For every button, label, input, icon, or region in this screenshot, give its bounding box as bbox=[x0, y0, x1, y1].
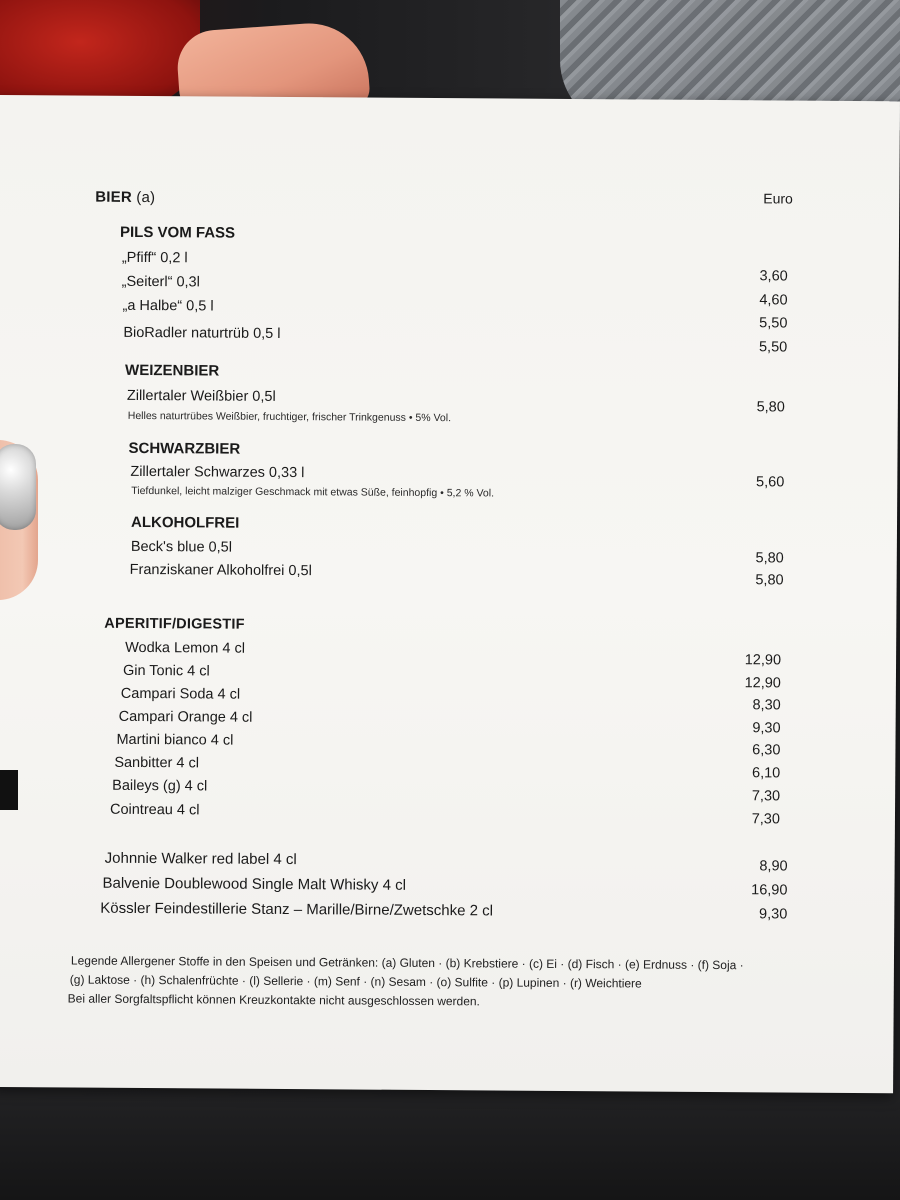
menu-item-price: 12,90 bbox=[744, 675, 781, 692]
menu-item-price: 5,50 bbox=[758, 339, 788, 356]
menu-item-name: Zillertaler Schwarzes 0,33 l bbox=[130, 463, 305, 482]
menu-item-price: 6,30 bbox=[752, 742, 781, 759]
menu-item-name: Campari Soda 4 cl bbox=[120, 685, 241, 703]
menu-item-price: 16,90 bbox=[751, 882, 788, 899]
menu-item-name: Cointreau 4 cl bbox=[109, 801, 200, 819]
menu-item-price: 7,30 bbox=[751, 788, 781, 805]
menu-item-name: Johnnie Walker red label 4 cl bbox=[104, 849, 297, 869]
menu-item-price: 5,80 bbox=[756, 399, 785, 416]
menu-item-price: 8,90 bbox=[759, 858, 788, 875]
menu-item-name: BioRadler naturtrüb 0,5 l bbox=[123, 324, 281, 342]
menu-item-name: Martini bianco 4 cl bbox=[116, 731, 234, 749]
menu-item-price: 9,30 bbox=[752, 720, 781, 737]
menu-item-description: Tiefdunkel, leicht malziger Geschmack mit etwas Süße, feinhopfig • 5,2 % Vol. bbox=[131, 484, 495, 500]
table-surface bbox=[0, 1080, 900, 1200]
subsection-title-alkoholfrei: ALKOHOLFREI bbox=[130, 513, 240, 532]
currency-label: Euro bbox=[763, 190, 793, 207]
subsection-title-schwarzbier: SCHWARZBIER bbox=[128, 439, 241, 458]
menu-item-price: 8,30 bbox=[752, 697, 781, 714]
allergen-code: (a) bbox=[136, 188, 156, 207]
menu-item-description: Helles naturtrübes Weißbier, fruchtiger, frischer Trinkgenuss • 5% Vol. bbox=[127, 409, 452, 425]
allergen-legend-line: Legende Allergener Stoffe in den Speisen und Getränken: (a) Gluten · (b) Krebstiere · (c) Ei · (d) Fisch · (e) Erdnuss · (f) Soja · bbox=[70, 953, 744, 973]
menu-page bbox=[0, 95, 900, 1093]
menu-item-name: „a Halbe“ 0,5 l bbox=[122, 297, 214, 315]
subsection-title-pils: PILS VOM FASS bbox=[119, 223, 236, 242]
menu-item-name: Franziskaner Alkoholfrei 0,5l bbox=[129, 561, 312, 580]
menu-item-price: 5,60 bbox=[756, 474, 785, 491]
section-title-aperitif: APERITIF/DIGESTIF bbox=[104, 615, 245, 633]
allergen-disclaimer: Bei aller Sorgfaltspflicht können Kreuzkontakte nicht ausgeschlossen werden. bbox=[67, 991, 480, 1009]
menu-item-price: 7,30 bbox=[751, 811, 781, 828]
allergen-legend-line: (g) Laktose · (h) Schalenfrüchte · (l) Sellerie · (m) Senf · (n) Sesam · (o) Sulfite · (p) Lupinen · (r) Weichtiere bbox=[69, 972, 642, 991]
menu-item-price: 3,60 bbox=[759, 268, 788, 285]
menu-item-name: Kössler Feindestillerie Stanz – Marille/Birne/Zwetschke 2 cl bbox=[100, 899, 494, 920]
section-title-bier: BIER (a) bbox=[95, 188, 156, 207]
menu-item-name: Balvenie Doublewood Single Malt Whisky 4 cl bbox=[102, 874, 407, 894]
glitter-fingernail bbox=[0, 444, 36, 530]
menu-item-name: Zillertaler Weißbier 0,5l bbox=[126, 387, 276, 405]
menu-item-name: Gin Tonic 4 cl bbox=[122, 662, 210, 680]
menu-item-price: 4,60 bbox=[759, 292, 788, 309]
menu-item-name: Baileys (g) 4 cl bbox=[112, 777, 208, 795]
menu-item-price: 6,10 bbox=[751, 765, 781, 782]
dark-object-edge bbox=[0, 770, 18, 810]
menu-item-name: Campari Orange 4 cl bbox=[118, 708, 253, 726]
menu-item-name: „Pfiff“ 0,2 l bbox=[121, 249, 188, 267]
menu-item-name: Beck's blue 0,5l bbox=[130, 538, 233, 556]
menu-item-price: 5,80 bbox=[755, 550, 784, 567]
menu-item-name: „Seiterl“ 0,3l bbox=[121, 273, 200, 291]
menu-item-price: 5,50 bbox=[759, 315, 788, 332]
red-cloth bbox=[0, 0, 200, 105]
subsection-title-weizenbier: WEIZENBIER bbox=[125, 361, 220, 380]
menu-item-price: 5,80 bbox=[755, 572, 784, 589]
menu-item-price: 12,90 bbox=[744, 652, 782, 669]
menu-item-name: Wodka Lemon 4 cl bbox=[125, 639, 246, 657]
menu-item-price: 9,30 bbox=[759, 906, 788, 923]
menu-item-name: Sanbitter 4 cl bbox=[114, 754, 200, 772]
